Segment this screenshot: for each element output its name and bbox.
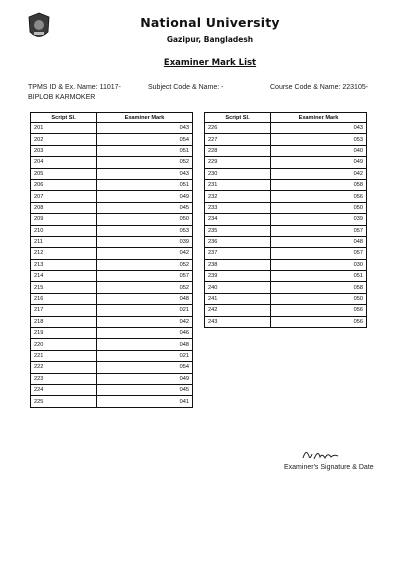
table-row xyxy=(31,271,193,282)
signature-label: Examiner's Signature & Date xyxy=(284,464,374,471)
table-row xyxy=(205,271,367,282)
table-row xyxy=(205,157,367,168)
examiner-mark: 052 xyxy=(97,282,193,293)
examiner-mark: 049 xyxy=(97,191,193,202)
script-serial: 217 xyxy=(31,305,97,316)
table-row xyxy=(205,214,367,225)
examiner-mark: 039 xyxy=(271,214,367,225)
script-serial: 214 xyxy=(31,271,97,282)
examiner-mark: 050 xyxy=(271,293,367,304)
script-serial: 243 xyxy=(205,316,271,327)
examiner-mark: 057 xyxy=(271,225,367,236)
script-serial: 211 xyxy=(31,236,97,247)
script-serial: 239 xyxy=(205,271,271,282)
script-serial: 215 xyxy=(31,282,97,293)
script-serial: 207 xyxy=(31,191,97,202)
examiner-mark: 049 xyxy=(271,157,367,168)
examiner-mark: 056 xyxy=(271,305,367,316)
examiner-mark: 043 xyxy=(97,168,193,179)
examiner-mark: 050 xyxy=(271,202,367,213)
table-row xyxy=(31,305,193,316)
script-serial: 225 xyxy=(31,396,97,407)
table-row xyxy=(31,328,193,339)
examiner-mark: 056 xyxy=(271,316,367,327)
table-row xyxy=(31,134,193,145)
table-row xyxy=(31,282,193,293)
examiner-mark: 057 xyxy=(97,271,193,282)
table-row xyxy=(31,248,193,259)
examiner-mark: 051 xyxy=(97,179,193,190)
examiner-mark: 042 xyxy=(97,316,193,327)
script-serial: 228 xyxy=(205,145,271,156)
script-serial: 208 xyxy=(31,202,97,213)
subject-code-name: Subject Code & Name: - xyxy=(148,84,224,91)
table-row xyxy=(205,191,367,202)
column-header-mark: Examiner Mark xyxy=(97,113,193,123)
table-row xyxy=(31,362,193,373)
table-row xyxy=(31,384,193,395)
examiner-mark: 048 xyxy=(271,236,367,247)
script-serial: 220 xyxy=(31,339,97,350)
examiner-mark: 051 xyxy=(97,145,193,156)
examiner-mark: 058 xyxy=(271,179,367,190)
table-row xyxy=(205,316,367,327)
university-location: Gazipur, Bangladesh xyxy=(166,35,254,44)
university-name: National University xyxy=(140,15,280,30)
script-serial: 227 xyxy=(205,134,271,145)
examiner-mark: 058 xyxy=(271,282,367,293)
examiner-mark: 042 xyxy=(271,168,367,179)
examiner-mark: 053 xyxy=(271,134,367,145)
table-row xyxy=(31,202,193,213)
examiner-mark: 051 xyxy=(271,271,367,282)
script-serial: 240 xyxy=(205,282,271,293)
table-row xyxy=(205,123,367,134)
table-row xyxy=(31,225,193,236)
table-row xyxy=(205,225,367,236)
examiner-mark: 043 xyxy=(271,123,367,134)
table-row xyxy=(31,259,193,270)
table-row xyxy=(205,248,367,259)
table-row xyxy=(31,214,193,225)
table-row xyxy=(205,168,367,179)
examiner-mark: 045 xyxy=(97,202,193,213)
examiner-mark: 043 xyxy=(97,123,193,134)
script-serial: 221 xyxy=(31,350,97,361)
examiner-mark: 052 xyxy=(97,259,193,270)
script-serial: 229 xyxy=(205,157,271,168)
examiner-mark: 040 xyxy=(271,145,367,156)
script-serial: 219 xyxy=(31,328,97,339)
column-header-script: Script Sl. xyxy=(31,113,97,123)
examiner-mark: 030 xyxy=(271,259,367,270)
script-serial: 235 xyxy=(205,225,271,236)
examiner-mark: 021 xyxy=(97,305,193,316)
mark-table-right xyxy=(204,112,367,328)
examiner-mark: 041 xyxy=(97,396,193,407)
script-serial: 212 xyxy=(31,248,97,259)
script-serial: 234 xyxy=(205,214,271,225)
script-serial: 231 xyxy=(205,179,271,190)
table-row xyxy=(31,123,193,134)
script-serial: 203 xyxy=(31,145,97,156)
examiner-mark: 046 xyxy=(97,328,193,339)
script-serial: 213 xyxy=(31,259,97,270)
script-serial: 222 xyxy=(31,362,97,373)
script-serial: 202 xyxy=(31,134,97,145)
table-row xyxy=(205,202,367,213)
table-row xyxy=(31,179,193,190)
table-row xyxy=(205,282,367,293)
table-row xyxy=(205,305,367,316)
examiner-mark: 039 xyxy=(97,236,193,247)
examiner-mark: 048 xyxy=(97,339,193,350)
university-logo xyxy=(28,12,50,42)
script-serial: 218 xyxy=(31,316,97,327)
table-row xyxy=(31,168,193,179)
script-serial: 232 xyxy=(205,191,271,202)
script-serial: 236 xyxy=(205,236,271,247)
examiner-mark: 057 xyxy=(271,248,367,259)
examiner-mark: 042 xyxy=(97,248,193,259)
script-serial: 238 xyxy=(205,259,271,270)
table-row xyxy=(31,145,193,156)
mark-table-left xyxy=(30,112,193,408)
script-serial: 226 xyxy=(205,123,271,134)
examiner-mark: 054 xyxy=(97,134,193,145)
table-row xyxy=(31,339,193,350)
examiner-mark: 048 xyxy=(97,293,193,304)
examiner-mark: 021 xyxy=(97,350,193,361)
examiner-mark: 056 xyxy=(271,191,367,202)
script-serial: 201 xyxy=(31,123,97,134)
examiner-mark: 045 xyxy=(97,384,193,395)
script-serial: 241 xyxy=(205,293,271,304)
table-row xyxy=(31,350,193,361)
table-row xyxy=(31,236,193,247)
script-serial: 216 xyxy=(31,293,97,304)
examiner-id-name: TPMS ID & Ex. Name: 11017-BIPLOB KARMOKER xyxy=(28,84,121,101)
table-row xyxy=(205,145,367,156)
examiner-mark: 052 xyxy=(97,157,193,168)
script-serial: 242 xyxy=(205,305,271,316)
table-row xyxy=(205,134,367,145)
examiner-signature xyxy=(300,444,340,466)
examiner-mark: 053 xyxy=(97,225,193,236)
script-serial: 210 xyxy=(31,225,97,236)
table-row xyxy=(31,316,193,327)
table-row xyxy=(205,259,367,270)
column-header-mark: Examiner Mark xyxy=(271,113,367,123)
course-code-name: Course Code & Name: 223105- xyxy=(270,84,369,91)
page-title: Examiner Mark List xyxy=(163,58,257,68)
script-serial: 209 xyxy=(31,214,97,225)
examiner-mark: 050 xyxy=(97,214,193,225)
script-serial: 237 xyxy=(205,248,271,259)
table-row xyxy=(31,373,193,384)
table-row xyxy=(31,191,193,202)
script-serial: 233 xyxy=(205,202,271,213)
examiner-mark: 049 xyxy=(97,373,193,384)
examiner-mark: 054 xyxy=(97,362,193,373)
table-row xyxy=(31,157,193,168)
script-serial: 224 xyxy=(31,384,97,395)
script-serial: 223 xyxy=(31,373,97,384)
table-row xyxy=(31,293,193,304)
table-row xyxy=(205,179,367,190)
script-serial: 204 xyxy=(31,157,97,168)
table-row xyxy=(205,236,367,247)
script-serial: 206 xyxy=(31,179,97,190)
column-header-script: Script Sl. xyxy=(205,113,271,123)
script-serial: 230 xyxy=(205,168,271,179)
table-row xyxy=(31,396,193,407)
table-row xyxy=(205,293,367,304)
script-serial: 205 xyxy=(31,168,97,179)
